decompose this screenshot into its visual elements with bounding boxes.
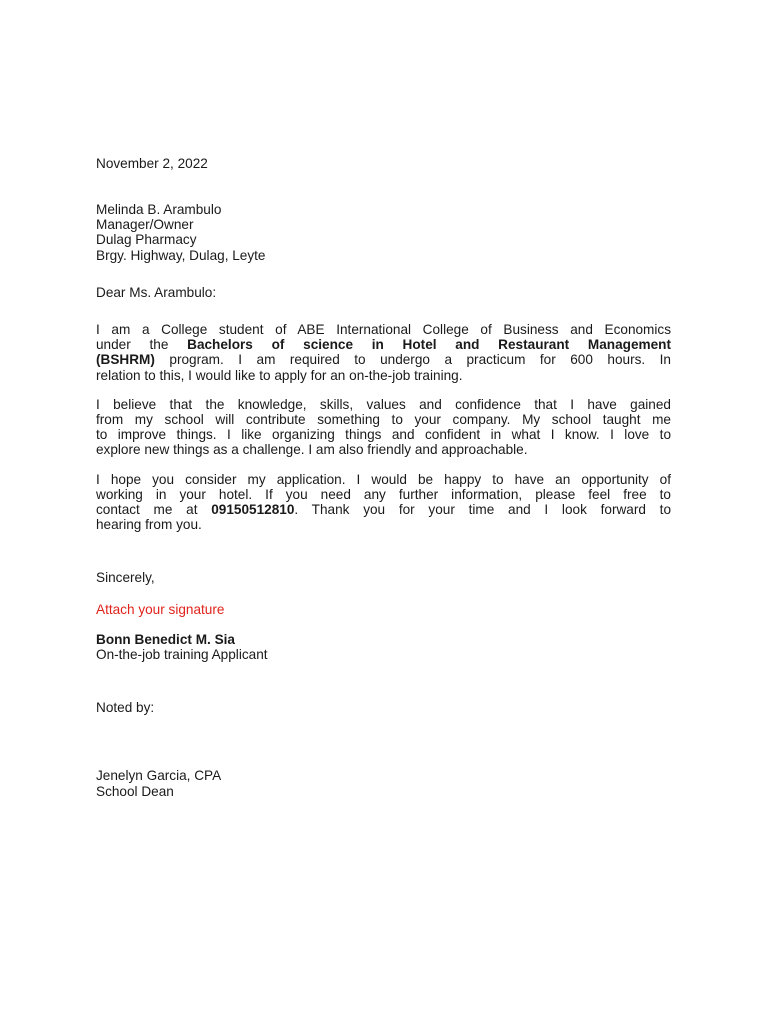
body-paragraph-3 xyxy=(96,472,671,533)
salutation-text: Dear Ms. Arambulo: xyxy=(96,284,217,300)
p1-line-4: relation to this, I would like to apply for an on-the-job training. xyxy=(96,367,463,383)
letter-date xyxy=(96,156,671,171)
p1-line-2 xyxy=(96,337,671,352)
closing xyxy=(96,570,671,585)
recipient-block xyxy=(96,202,671,263)
sender-name: Bonn Benedict M. Sia xyxy=(96,631,235,647)
closing-text: Sincerely, xyxy=(96,570,155,586)
letter-page xyxy=(96,156,671,799)
p2-line-4: explore new things as a challenge. I am also friendly and approachable. xyxy=(96,442,528,458)
p3-line-3 xyxy=(96,502,671,517)
p1-line-3 xyxy=(96,352,671,367)
degree-program: Bachelors of science in Hotel and Restaurant Management xyxy=(187,337,671,353)
body-paragraph-1 xyxy=(96,322,671,383)
recipient-address: Brgy. Highway, Dulag, Leyte xyxy=(96,247,266,263)
salutation xyxy=(96,285,671,300)
dean-name: Jenelyn Garcia, CPA xyxy=(96,768,222,784)
noted-by xyxy=(96,700,671,715)
signature-hint-text: Attach your signature xyxy=(96,601,225,617)
signature-placeholder xyxy=(96,602,671,617)
p2-line-3: to improve things. I like organizing things and confident in what I know. I love to xyxy=(96,427,671,443)
p2-line-1: I believe that the knowledge, skills, values and confidence that I have gained xyxy=(96,396,671,412)
date-text: November 2, 2022 xyxy=(96,156,208,171)
recipient-title: Manager/Owner xyxy=(96,217,194,233)
sender-title: On-the-job training Applicant xyxy=(96,647,268,663)
contact-number: 09150512810 xyxy=(211,502,295,518)
p3-line-3-post: . Thank you for your time and I look forward to xyxy=(294,502,671,518)
p3-line-2: working in your hotel. If you need any further information, please feel free to xyxy=(96,486,671,502)
dean-title: School Dean xyxy=(96,783,174,799)
p2-line-2: from my school will contribute something to your company. My school taught me xyxy=(96,412,671,428)
sender-block xyxy=(96,632,671,662)
p1-line-1: I am a College student of ABE International College of Business and Economics xyxy=(96,322,671,338)
noted-by-text: Noted by: xyxy=(96,700,155,716)
recipient-name: Melinda B. Arambulo xyxy=(96,202,222,217)
p3-line-4: hearing from you. xyxy=(96,517,202,533)
p3-line-3-pre: contact me at xyxy=(96,502,212,518)
body-paragraph-2 xyxy=(96,397,671,458)
dean-block xyxy=(96,768,671,798)
degree-acronym: (BSHRM) xyxy=(96,352,155,368)
recipient-company: Dulag Pharmacy xyxy=(96,232,197,248)
p1-line-3-post: program. I am required to undergo a practicum for 600 hours. In xyxy=(154,352,671,368)
p1-line-2-pre: under the xyxy=(96,337,188,353)
p3-line-1: I hope you consider my application. I would be happy to have an opportunity of xyxy=(96,471,671,487)
